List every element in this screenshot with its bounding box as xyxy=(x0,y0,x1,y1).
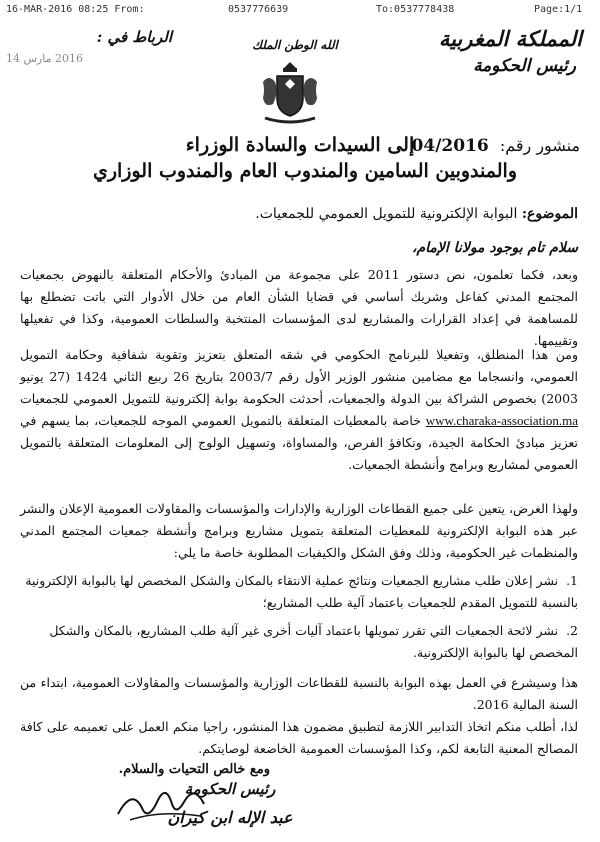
circular-label: منشور رقم: xyxy=(499,136,580,155)
paragraph-1: وبعد، فكما تعلمون، نص دستور 2011 على مجموعة من المبادئ والأحكام المتعلقة بالنهوض بجمعيات المجتمع المدني كفاعل وشريك أساسي في قضايا الشأن العام من خلال الأدوار التي باتت تضطلع بها للمساهمة في إعداد القرارات والمشاريع لدى المؤسسات المنتخبة والسلطات العمومية، وكذا في تفعيلها وتقييمها. xyxy=(20,267,579,348)
fax-to-number: To:0537778438 xyxy=(376,4,455,15)
signature-name: عبد الإله ابن كيران xyxy=(167,808,293,827)
circular-number: 04/2016 xyxy=(411,136,489,156)
list-item-1 xyxy=(20,570,578,614)
paragraph-2 xyxy=(20,344,578,476)
country-name: المملكة المغربية xyxy=(438,26,582,51)
fax-page: Page:1/1 xyxy=(534,4,583,15)
addressee-line1: إلى السيدات والسادة الوزراء xyxy=(185,134,415,156)
subject-line xyxy=(255,206,578,222)
office-name: رئيس الحكومة xyxy=(473,56,576,76)
paragraph-4: هذا وسيشرع في العمل بهذه البوابة بالنسبة للقطاعات الوزارية والمؤسسات والمقاولات العمومية، ابتداء من السنة المالية 2016. xyxy=(20,675,578,712)
list-item-2-text: نشر لائحة الجمعيات التي تقرر تمويلها باعتماد آليات أخرى غير آلية طلب المشاريع، بالمكان والشكل المخصص لها بالبوابة الإلكترونية. xyxy=(49,623,578,660)
fax-from-number: 0537776639 xyxy=(228,4,289,15)
paragraph-5: لذا، أطلب منكم اتخاذ التدابير اللازمة لتطبيق مضمون هذا المنشور، راجيا منكم العمل على تعميمه على كافة المصالح المعنية التابعة لكم، وكذا المؤسسات العمومية الخاضعة لوصايتكم. xyxy=(20,719,578,756)
salutation: سلام تام بوجود مولانا الإمام، xyxy=(411,240,578,256)
list-item-2 xyxy=(20,620,578,664)
addressee-line2: والمندوبين السامين والمندوب العام والمندوب الوزاري xyxy=(92,160,517,182)
list-item-1-number: 1. xyxy=(566,573,578,588)
list-item-1-text: نشر إعلان طلب مشاريع الجمعيات ونتائج عملية الانتقاء بالمكان والشكل المخصص لها بالبوابة الإلكترونية بالنسبة للتمويل المقدم للجمعيات باعتماد آلية طلب المشاريع؛ xyxy=(25,573,578,610)
date-stamp: 2016 مارس 14 xyxy=(6,52,83,65)
portal-link[interactable]: www.charaka-association.ma xyxy=(425,413,578,428)
subject-text: البوابة الإلكترونية للتمويل العمومي للجمعيات. xyxy=(255,206,518,222)
paragraph-2-end: خاصة بالمعطيات المتعلقة بالتمويل العمومي الموجه للجمعيات، بما يسهم في تعزيز مبادئ الحكامة الجيدة، وتكافؤ الفرص، والمساواة، وتسهيل الولوج إلى المعلومات المتعلقة بالتمويل العمومي لمشاريع وبرامج وأنشطة الجمعيات. xyxy=(20,413,578,472)
list-item-2-number: 2. xyxy=(566,623,578,638)
subject-label: الموضوع: xyxy=(521,206,578,222)
paragraph-3: ولهذا الغرض، يتعين على جميع القطاعات الوزارية والإدارات والمؤسسات والمقاولات العمومية الإعلان والنشر عبر هذه البوابة الإلكترونية للمعطيات المتعلقة بتمويل مشاريع وبرامج وأنشطة جمعيات المجتمع المدني والمنظمات غير الحكومية، وذلك وفق الشكل والكيفيات المطلوبة خاصة ما يلي: xyxy=(20,501,578,560)
place-label: الرباط في : xyxy=(96,28,172,46)
paragraph-2-start: ومن هذا المنطلق، وتفعيلا للبرنامج الحكومي في شقه المتعلق بتعزيز وتقوية شفافية وحكامة التمويل العمومي، وانسجاما مع مضامين منشور الوزير الأول رقم 2003/7 بتاريخ 26 ربيع الثاني 1424 (27 يونيو 2003) بخصوص الشراكة بين الدولة والجمعيات، أحدثت الحكومة بوابة إلكترونية للتمويل العمومي للجمعيات xyxy=(20,347,579,406)
coat-of-arms-icon xyxy=(255,56,325,126)
motto: الله الوطن الملك xyxy=(252,38,338,52)
closing-line: ومع خالص التحيات والسلام. xyxy=(118,762,270,777)
signature-title: رئيس الحكومة xyxy=(184,780,276,798)
fax-datetime: 16-MAR-2016 08:25 From: xyxy=(6,4,145,15)
